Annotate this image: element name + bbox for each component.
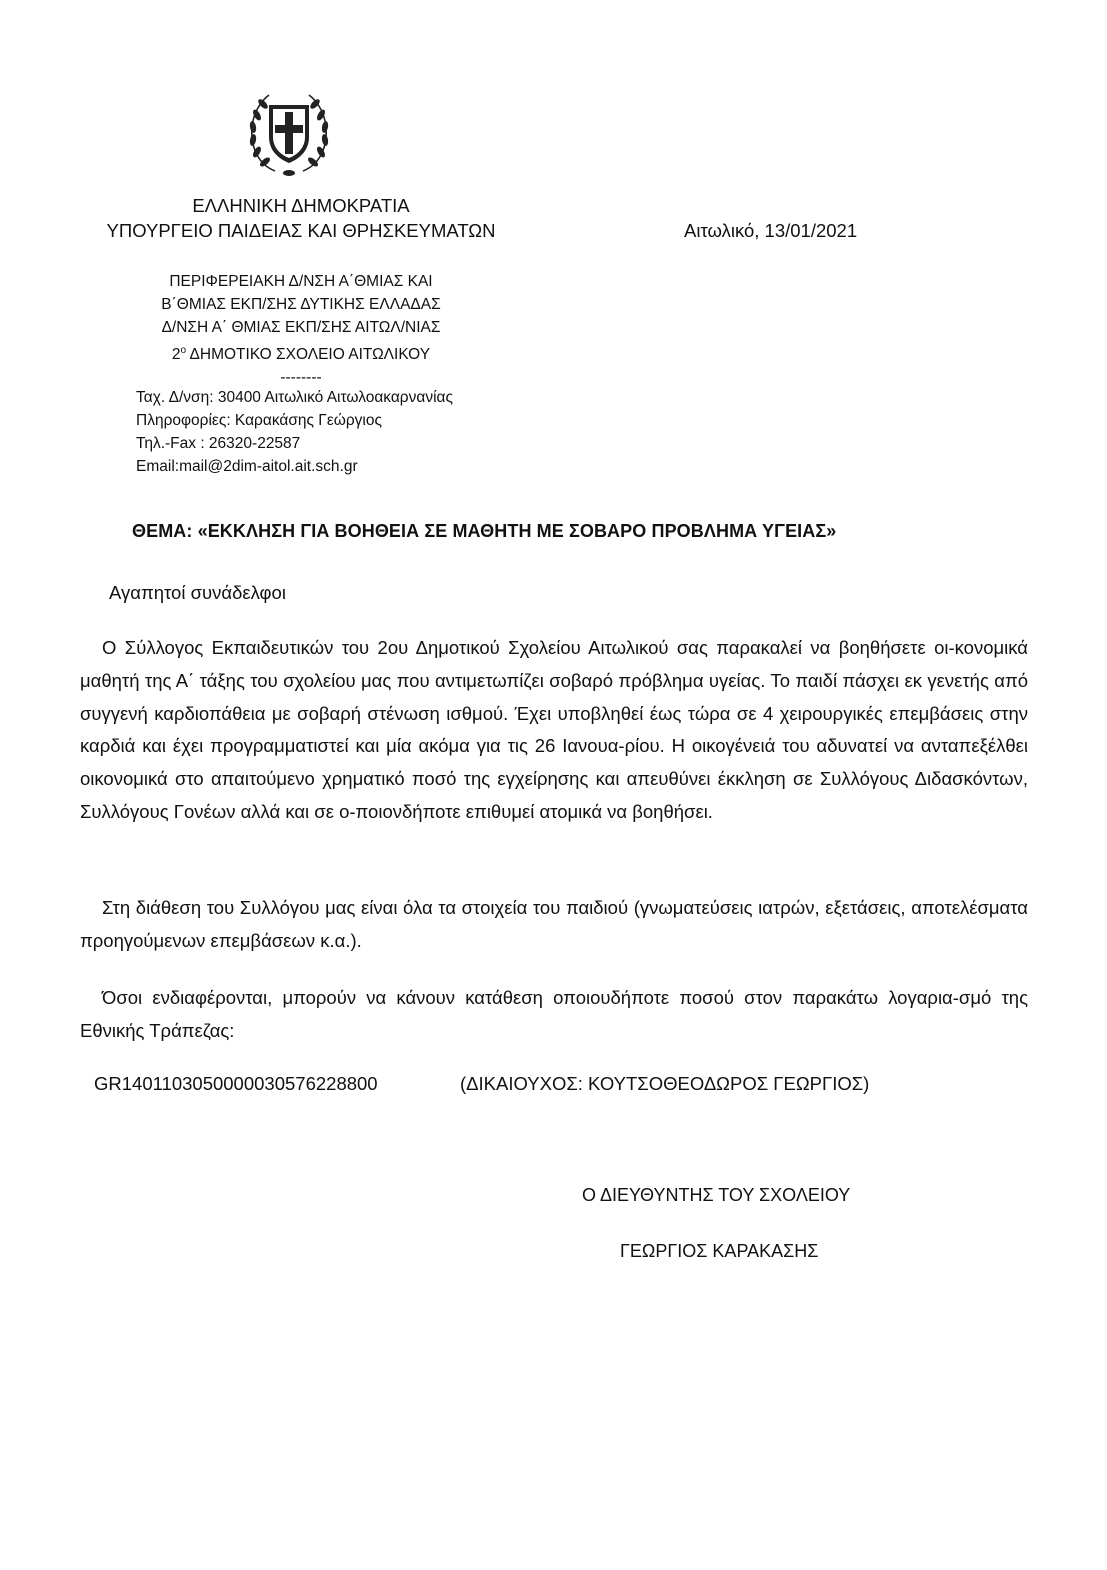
body-paragraph-documents: Στη διάθεση του Συλλόγου μας είναι όλα τα στοιχεία του παιδιού (γνωματεύσεις ιατρών, εξετάσεις, αποτελέσματα προηγούμενων επεμβάσεων κ.α.). — [80, 897, 1028, 951]
account-beneficiary: (ΔΙΚΑΙΟΥΧΟΣ: ΚΟΥΤΣΟΘΕΟΔΩΡΟΣ ΓΕΩΡΓΙΟΣ) — [460, 1073, 870, 1094]
greek-coat-of-arms-emblem — [245, 85, 333, 179]
bank-account-iban: GR1401103050000030576228800 — [94, 1073, 378, 1094]
school-number-superscript: ο — [180, 345, 187, 356]
contact-block — [136, 386, 453, 478]
directorate-block — [100, 270, 502, 389]
separator: -------- — [280, 369, 322, 387]
signature-title: Ο ΔΙΕΥΘΥΝΤΗΣ ΤΟΥ ΣΧΟΛΕΙΟΥ — [582, 1185, 851, 1205]
directorate-line: ΠΕΡΙΦΕΡΕΙΑΚΗ Δ/ΝΣΗ Α΄ΘΜΙΑΣ ΚΑΙ — [169, 273, 433, 290]
place-date: Αιτωλικό, 13/01/2021 — [684, 220, 858, 241]
contact-info-person: Πληροφορίες: Καρακάσης Γεώργιος — [136, 412, 382, 429]
greeting: Αγαπητοί συνάδελφοι — [109, 582, 286, 603]
subject-line: ΘΕΜΑ: «ΕΚΚΛΗΣΗ ΓΙΑ ΒΟΗΘΕΙΑ ΣΕ ΜΑΘΗΤΗ ΜΕ ΣΟΒΑΡΟ ΠΡΟΒΛΗΜΑ ΥΓΕΙΑΣ» — [132, 521, 837, 541]
ministry-heading: ΥΠΟΥΡΓΕΙΟ ΠΑΙΔΕΙΑΣ ΚΑΙ ΘΡΗΣΚΕΥΜΑΤΩΝ — [106, 220, 496, 241]
body-paragraph-appeal: Ο Σύλλογος Εκπαιδευτικών του 2ου Δημοτικού Σχολείου Αιτωλικού σας παρακαλεί να βοηθήσετε οι-κονομικά μαθητή της Α΄ τάξης του σχολείου μας που αντιμετωπίζει σοβαρό πρόβλημα υγείας. Το παιδί πάσχει εκ γενετής από συγγενή καρδιοπάθεια με σοβαρή στένωση ισθμού. Έχει υποβληθεί έως τώρα σε 4 χειρουργικές επεμβάσεις στην καρδιά και έχει προγραμματιστεί και μία ακόμα για τις 26 Ιανουα-ρίου. Η οικογένειά του αδυνατεί να ανταπεξέλθει οικονομικά στο απαιτούμενο χρηματικό ποσό της εγχείρησης και απευθύνει έκκληση σε Συλλόγους Διδασκόντων, Συλλόγους Γονέων αλλά και σε ο-ποιονδήποτε επιθυμεί ατομικά να βοηθήσει. — [80, 637, 1028, 822]
contact-email: Email:mail@2dim-aitol.ait.sch.gr — [136, 458, 358, 475]
school-name: ΔΗΜΟΤΙΚΟ ΣΧΟΛΕΙΟ ΑΙΤΩΛΙΚΟΥ — [186, 346, 431, 364]
directorate-line: Δ/ΝΣΗ Α΄ ΘΜΙΑΣ ΕΚΠ/ΣΗΣ ΑΙΤΩΛ/ΝΙΑΣ — [161, 319, 441, 336]
contact-address: Ταχ. Δ/νση: 30400 Αιτωλικό Αιτωλοακαρνανίας — [136, 389, 453, 406]
signature-name: ΓΕΩΡΓΙΟΣ ΚΑΡΑΚΑΣΗΣ — [620, 1241, 819, 1261]
directorate-line: Β΄ΘΜΙΑΣ ΕΚΠ/ΣΗΣ ΔΥΤΙΚΗΣ ΕΛΛΑΔΑΣ — [161, 296, 441, 313]
contact-phone-fax: Τηλ.-Fax : 26320-22587 — [136, 435, 301, 452]
country-heading: ΕΛΛΗΝΙΚΗ ΔΗΜΟΚΡΑΤΙΑ — [192, 195, 410, 216]
school-number: 2 — [171, 346, 181, 364]
body-paragraph-deposit: Όσοι ενδιαφέρονται, μπορούν να κάνουν κατάθεση οποιουδήποτε ποσού στον παρακάτω λογαρια-σμό της Εθνικής Τράπεζας: — [80, 987, 1028, 1041]
school-name-line — [100, 339, 502, 366]
